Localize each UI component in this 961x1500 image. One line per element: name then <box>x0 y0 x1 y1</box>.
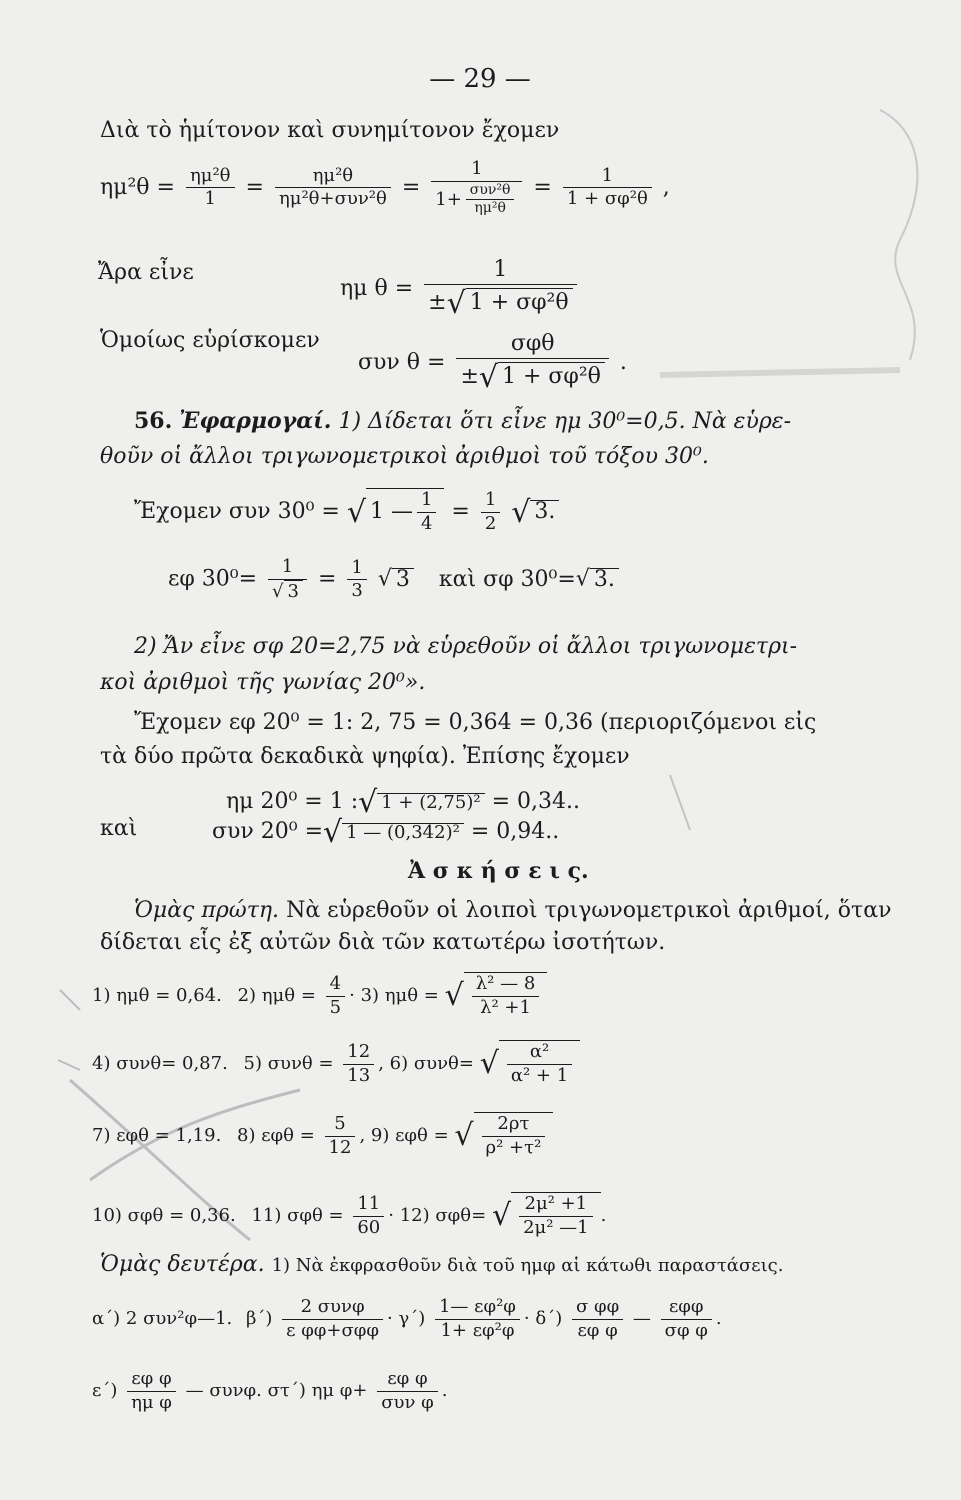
eq3-rad: 1 + σφ²θ <box>498 362 605 391</box>
ex2-d-den1: εφ φ <box>577 1319 618 1341</box>
eq5-frac2 <box>347 557 366 603</box>
ex2-c-num: 1— εφ²φ <box>435 1296 520 1320</box>
ex2-e-mid: — συνφ. <box>185 1380 262 1401</box>
eq7-rad: 1 + (2,75)² <box>377 793 484 812</box>
exercise-2: 2) ημθ = <box>237 985 316 1006</box>
eq2-pm: ± <box>428 289 447 315</box>
ex2-d-num2: εφφ <box>661 1296 712 1320</box>
section-number: 56. <box>134 408 173 434</box>
eq1-f3-subden: ημ²θ <box>474 200 506 216</box>
ex2-den: 5 <box>329 996 342 1018</box>
eq1-frac-4 <box>563 165 652 211</box>
group1-text1: Νὰ εὑρεθοῦν οἱ λοιποὶ τριγωνομετρικοὶ ἀριθμοί, ὅταν <box>286 898 892 923</box>
eq7-lhs: ημ 20⁰ = 1 : <box>226 789 359 814</box>
section-56-line2: θοῦν οἱ ἄλλοι τριγωνομετρικοὶ ἀριθμοὶ τοῦ τόξου 30⁰. <box>100 444 709 469</box>
section-title: Ἐφαρμογαί. <box>179 408 332 434</box>
exercise-5: 5) συνθ = <box>243 1053 334 1074</box>
group2-line <box>100 1254 783 1276</box>
exercise-7: 7) εφθ = 1,19. <box>92 1125 222 1146</box>
eq3-frac: $\frac{\text{σφθ}}{\text{±√ 1 + σφ²θ}}$ <box>456 330 608 396</box>
ex2-st-end: . <box>441 1380 448 1401</box>
exercise-12: 12) σφθ= <box>399 1205 487 1226</box>
eq5-rad2: 3. <box>590 568 619 591</box>
ex2-st-den: συν φ <box>381 1391 434 1413</box>
eq1-lhs: ημ²θ = <box>100 174 175 200</box>
askiseis-heading: Ἀ σ κ ή σ ε ι ς. <box>408 858 589 884</box>
ex6-num: α² <box>507 1041 572 1065</box>
eq5-frac1: $\frac{1}{√ 3}$ <box>268 556 307 603</box>
eq4-frac1 <box>417 489 436 535</box>
ex11-frac <box>353 1193 384 1239</box>
group2-text: 1) Νὰ ἐκφρασθοῦν διὰ τοῦ ημφ αἱ κάτωθι παραστάσεις. <box>271 1255 784 1276</box>
ex2-b-frac <box>282 1296 383 1342</box>
equation-6: Ἔχομεν εφ 20⁰ = 1: 2, 75 = 0,364 = 0,36 (περιοριζόμενοι εἰς <box>134 710 817 735</box>
eq2-lhs: ημ θ = <box>340 276 414 301</box>
ex2-c-end: · <box>523 1308 530 1329</box>
ex2-c-frac <box>435 1296 520 1342</box>
ex2-b: β΄) <box>245 1308 273 1329</box>
eq3-num: σφθ <box>456 330 608 359</box>
ex2-c-den: 1+ εφ²φ <box>440 1319 515 1341</box>
section-56-line1 <box>134 410 791 433</box>
ex8-frac <box>325 1113 356 1159</box>
eq4-f2-num: 1 <box>481 489 500 513</box>
group1-title: Ὁμὰς πρώτη. <box>134 898 280 923</box>
eq8-rhs: = 0,94.. <box>470 819 560 844</box>
exercise-4: 4) συνθ= 0,87. <box>92 1053 228 1074</box>
ex2-d-den2: σφ φ <box>664 1319 708 1341</box>
eq4-f1-num: 1 <box>417 489 436 513</box>
ex2-num: 4 <box>326 973 345 997</box>
ex6-den: α² + 1 <box>510 1064 569 1086</box>
eq5-f2-num: 1 <box>347 557 366 581</box>
eq3-lhs: συν θ = <box>358 350 446 375</box>
ex2-st-frac <box>377 1368 438 1414</box>
group2-row-1 <box>92 1296 722 1342</box>
eq4-frac2 <box>481 489 500 535</box>
ex9-frac <box>482 1113 546 1159</box>
exercise-row-2: 4) συνθ= 0,87. 5) συνθ = $\frac{12}{13}$ , 6) συνθ= √ $\frac{\text{α²}}{\text{α² + 1}}$ <box>92 1040 580 1087</box>
ex2-e-den: ημ φ <box>131 1391 172 1413</box>
eq1-f2-den: ημ²θ+συν²θ <box>278 188 387 210</box>
ex2-st-num: εφ φ <box>377 1368 438 1392</box>
equation-6b: τὰ δύο πρῶτα δεκαδικὰ ψηφία). Ἐπίσης ἔχομεν <box>100 744 630 769</box>
eq4-eq: = <box>451 499 470 524</box>
ex5-frac <box>343 1041 374 1087</box>
eq4-lhs: Ἔχομεν συν 30⁰ = <box>134 499 340 524</box>
ex5-num: 12 <box>343 1041 374 1065</box>
exercise-row-4: 10) σφθ = 0,36. 11) σφθ = $\frac{11}{60}$ · 12) σφθ= √ $\frac{\text{2μ² +1}}{\text{2μ² —1}}$ . <box>92 1193 607 1238</box>
eq5-f1-den: 3 <box>284 580 303 604</box>
exercise-3: 3) ημθ = <box>360 985 439 1006</box>
eq4-rad-pre: 1 — <box>369 499 413 524</box>
kai-label: καὶ <box>100 816 138 841</box>
eq1-comma: , <box>662 174 670 200</box>
part2-line2: κοὶ ἀριθμοὶ τῆς γωνίας 20⁰». <box>100 670 426 695</box>
ex2-st: στ΄) ημ φ+ <box>267 1380 368 1401</box>
eq2-rad: 1 + σφ²θ <box>466 288 573 317</box>
eq5-lhs: εφ 30⁰= <box>168 566 258 592</box>
equation-2 <box>340 256 581 322</box>
ex2-b-num: 2 συνφ <box>282 1296 383 1320</box>
eq3-end: . <box>619 350 627 375</box>
eq1-frac-1 <box>186 165 235 211</box>
ex2-frac <box>326 973 345 1019</box>
exercise-8: 8) εφθ = <box>237 1125 315 1146</box>
eq1-f4-num: 1 <box>563 165 652 189</box>
ex3-num: λ² — 8 <box>472 973 540 997</box>
eq1-f3-subnum: συν²θ <box>466 182 515 201</box>
eq1-f2-num: ημ²θ <box>275 165 391 189</box>
equation-1: ημ²θ = $\frac{\text{ημ²θ}}{1}$ = $\frac{\text{ημ²θ}}{\text{ημ²θ+συν²θ}}$ = 1 1+ $\frac{\text{συν²θ}}{\text{ημ²θ}}$ = $\frac{1}{\text{1 + σφ²θ}}$ , <box>100 158 670 216</box>
exercise-row-3: 7) εφθ = 1,19. 8) εφθ = $\frac{5}{12}$ , 9) εφθ = √ $\frac{2\rho\tau}{\text{ρ² +τ²}}$ <box>92 1112 553 1159</box>
equation-3 <box>358 330 627 396</box>
ex5-den: 13 <box>347 1064 371 1086</box>
exercise-9: 9) εφθ = <box>370 1125 449 1146</box>
ex2-d-frac1 <box>572 1296 623 1342</box>
ex2-d: δ΄) <box>535 1308 563 1329</box>
ex8-num: 5 <box>325 1113 356 1137</box>
eq1-f3-den-pre: 1+ <box>435 188 462 210</box>
ex11-num: 11 <box>353 1193 384 1217</box>
ex12-end: . <box>600 1205 607 1226</box>
group2-title: Ὁμὰς δευτέρα. <box>100 1252 265 1277</box>
exercise-6: 6) συνθ= <box>389 1053 474 1074</box>
exercise-11: 11) σφθ = <box>251 1205 344 1226</box>
ex6-frac <box>507 1041 572 1087</box>
ex11-end: · <box>388 1205 394 1226</box>
group1-line2: δίδεται εἷς ἐξ αὐτῶν διὰ τῶν κατωτέρω ἰσοτήτων. <box>100 930 666 955</box>
eq1-f4-den: 1 + σφ²θ <box>566 188 648 210</box>
ex12-frac <box>519 1193 593 1239</box>
eq1-f3-num: 1 <box>431 158 522 182</box>
eq8-lhs: συν 20⁰ = <box>212 819 323 844</box>
equation-7: ημ 20⁰ = 1 :√ 1 + (2,75)² = 0,34.. <box>226 785 580 820</box>
ex11-den: 60 <box>357 1216 381 1238</box>
part2-line1: 2) Ἄν εἶνε σφ 20=2,75 νὰ εὑρεθοῦν οἱ ἄλλοι τριγωνομετρι- <box>134 634 798 659</box>
ex12-num: 2μ² +1 <box>519 1193 593 1217</box>
eq8-rad: 1 — (0,342)² <box>342 823 464 842</box>
ex2-d-num1: σ φφ <box>572 1296 623 1320</box>
ex2-d-frac2 <box>661 1296 712 1342</box>
ex2-d-end: . <box>715 1308 722 1329</box>
eq1-frac-3 <box>431 158 522 218</box>
exercise-1: 1) ημθ = 0,64. <box>92 985 222 1006</box>
eq5-rad: 3 <box>392 568 414 591</box>
ex2-end: · <box>349 985 355 1006</box>
equation-5: εφ 30⁰= $\frac{1}{√ 3}$ = $\frac{1}{3}$ √ 3 καὶ σφ 30⁰=√ 3. <box>168 556 619 603</box>
eq3-pm: ± <box>460 363 479 389</box>
ex3-frac <box>472 973 540 1019</box>
group1-line1 <box>134 900 891 922</box>
ex2-b-end: · <box>387 1308 393 1329</box>
eq4-f1-den: 4 <box>420 512 433 534</box>
eq4-rad2: 3. <box>530 500 559 523</box>
eq2-frac: $\frac{1}{\text{±√ 1 + σφ²θ}}$ <box>424 256 576 322</box>
ara-eine-label: Ἄρα εἶνε <box>98 260 194 285</box>
ex2-e: ε΄) <box>92 1380 118 1401</box>
ex9-num: 2ρτ <box>482 1113 546 1137</box>
ex3-den: λ² +1 <box>480 996 531 1018</box>
eq1-f3-subfrac <box>466 182 515 218</box>
eq5-eq: = <box>317 566 337 592</box>
ex2-d-minus: — <box>632 1308 651 1329</box>
equation-4: Ἔχομεν συν 30⁰ = √ 1 — $\frac{1}{4}$ = $\frac{1}{2}$ √ 3. <box>134 488 559 535</box>
omoios-label: Ὁμοίως εὑρίσκομεν <box>100 328 320 353</box>
ex2-e-num: εφ φ <box>127 1368 176 1392</box>
intro-text: Διὰ τὸ ἡμίτονον καὶ συνημίτονον ἔχομεν <box>100 118 560 143</box>
exercise-row-1: 1) ημθ = 0,64. 2) ημθ = $\frac{4}{5}$ · 3) ημθ = √ $\frac{\text{λ² — 8}}{\text{λ² +1}}$ <box>92 972 547 1019</box>
ex8-den: 12 <box>328 1136 352 1158</box>
ex12-den: 2μ² —1 <box>523 1216 589 1238</box>
eq5-rest: καὶ σφ 30⁰= <box>438 566 576 592</box>
ex2-c: γ΄) <box>398 1308 426 1329</box>
ex2-a: α΄) 2 συν²φ—1. <box>92 1308 233 1329</box>
ex2-e-frac <box>127 1368 176 1414</box>
eq1-f1-den: 1 <box>204 188 216 210</box>
ex2-b-den: ε φφ+σφφ <box>286 1319 379 1341</box>
eq4-f2-den: 2 <box>484 512 497 534</box>
eq7-rhs: = 0,34.. <box>491 789 580 814</box>
eq5-f1-num: 1 <box>268 556 307 580</box>
eq1-f1-num: ημ²θ <box>186 165 235 189</box>
eq1-frac-2 <box>275 165 391 211</box>
eq5-f2-den: 3 <box>351 580 363 601</box>
group2-row-2 <box>92 1368 447 1414</box>
exercise-10: 10) σφθ = 0,36. <box>92 1205 236 1226</box>
ex5-end: , <box>378 1053 384 1074</box>
ex9-den: ρ² +τ² <box>485 1136 542 1158</box>
section-56-text1: 1) Δίδεται ὅτι εἶνε ημ 30⁰=0,5. Νὰ εὑρε- <box>338 409 792 434</box>
equation-8: συν 20⁰ =√ 1 — (0,342)² = 0,94.. <box>212 815 560 850</box>
eq2-num: 1 <box>424 256 576 285</box>
page-number: — 29 — <box>429 64 531 94</box>
ex8-end: , <box>359 1125 366 1146</box>
